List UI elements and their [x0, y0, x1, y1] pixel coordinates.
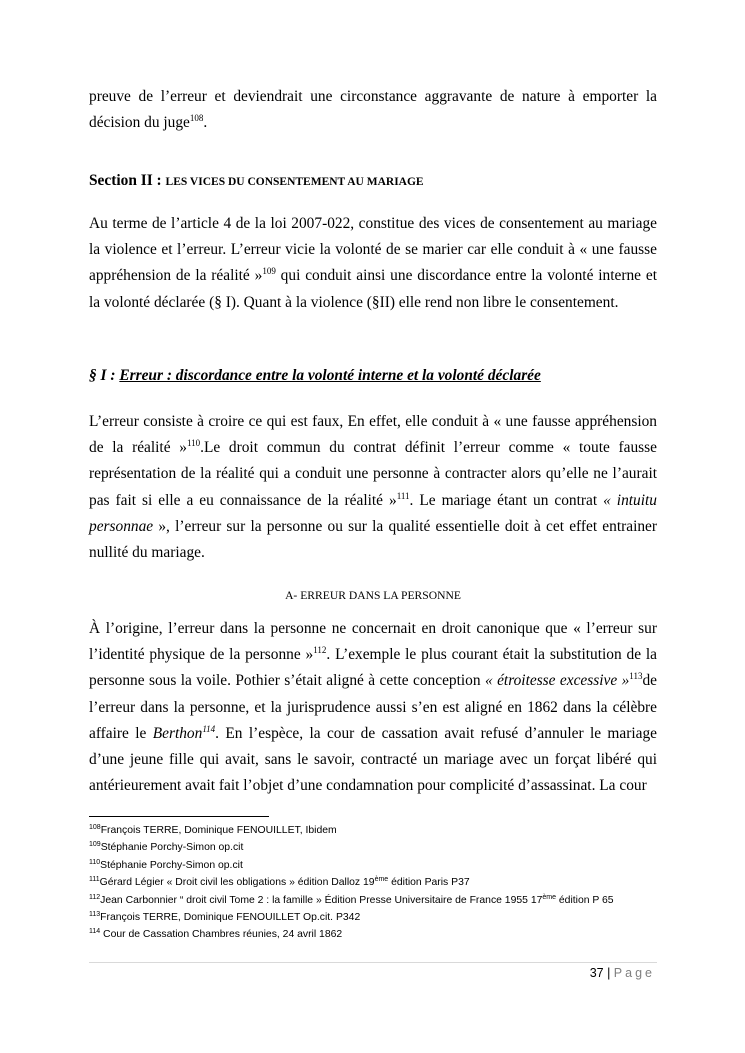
erreur-text-1: L’erreur consiste à croire ce qui est faux, En effet, elle conduit à « une fausse appréhension de la réalité » — [89, 413, 657, 457]
origin-text-4: . En l’espèce, la cour de cassation avait refusé d’annuler le mariage d’une jeune fille qui avait, sans le savoir, contracté un mariage avec un forçat libéré qui antérieurement avait fait l’objet d’une condamnation pour complicité d’assassinat. La cour — [89, 724, 657, 795]
footnote-text: édition P 65 — [556, 894, 614, 906]
section-paragraph-text-1: Au terme de l’article 4 de la loi 2007-022, constitue des vices de consentement au mariage la violence et l’erreur. L’erreur vicie la volonté de se marier car elle conduit à « une fausse appréhension de la réalité » — [89, 215, 657, 285]
footnote-113 — [89, 909, 659, 926]
origin-italic-1: « étroitesse excessive » — [484, 672, 630, 690]
section-heading-title: LES VICES DU CONSENTEMENT AU MARIAGE — [165, 176, 424, 188]
footnote-112 — [89, 892, 659, 909]
paragraph-heading-prefix: § I : — [89, 367, 120, 384]
footnote-number: 113 — [89, 911, 101, 919]
footnote-text: Jean Carbonnier “ droit civil Tome 2 : la famille » Édition Presse Universitaire de France 1955 17 — [100, 894, 543, 906]
footnotes — [89, 822, 659, 944]
page-label: Page — [613, 966, 655, 980]
footnote-number: 112 — [89, 893, 101, 901]
erreur-text-4: », l’erreur sur la personne ou sur la qualité essentielle doit à cet effet entrainer nullité du mariage. — [89, 517, 657, 562]
footnote-114 — [89, 926, 659, 943]
footnote-ordinal: ème — [542, 893, 556, 901]
section-heading-prefix: Section II : — [89, 172, 166, 189]
origin-text-3: de l’erreur dans la personne, et la jurisprudence aussi s’en est aligné en 1862 dans la célèbre affaire le — [89, 672, 657, 742]
origin-text-2: . L’exemple le plus courant était la substitution de la personne sous la voile. Pothier s’était aligné à cette conception — [89, 646, 657, 690]
erreur-italic: « intuitu personnae — [89, 491, 657, 535]
erreur-text-2: .Le droit commun du contrat définit l’erreur comme « toute fausse représentation de la réalité qui a conduit une personne à contracter alors qu’elle ne l’aurait pas fait si elle a eu connaissance de la réalité » — [89, 439, 657, 509]
footnote-text: Gérard Légier « Droit civil les obligations » édition Dalloz 19 — [99, 877, 375, 889]
origin-text-1: À l’origine, l’erreur dans la personne ne concernait en droit canonique que « l’erreur sur l’identité physique de la personne » — [89, 620, 657, 664]
intro-paragraph — [89, 84, 657, 136]
footnote-ref-112[interactable]: 112 — [313, 645, 327, 656]
footer-separator-bar: | — [603, 966, 614, 980]
page-number: 37 — [589, 966, 604, 980]
footnote-number: 108 — [89, 824, 101, 831]
footnote-111 — [89, 874, 659, 891]
footnote-separator — [89, 816, 269, 817]
section-paragraph-text-2: qui conduit ainsi une discordance entre la volonté interne et la volonté déclarée (§ I). Quant à la violence (§II) elle rend non libre le consentement. — [89, 267, 657, 311]
footnote-ref-110[interactable]: 110 — [186, 438, 201, 449]
footnote-text: François TERRE, Dominique FENOUILLET, Ibidem — [100, 825, 337, 836]
subsection-heading: A- ERREUR DANS LA PERSONNE — [285, 589, 461, 602]
footnote-ref-113[interactable]: 113 — [629, 671, 643, 682]
footnote-number: 110 — [89, 858, 101, 866]
intro-text: preuve de l’erreur et deviendrait une circonstance aggravante de nature à emporter la décision du juge — [89, 88, 657, 132]
footnote-ordinal: ème — [374, 876, 389, 884]
section-paragraph — [89, 211, 657, 316]
footer-separator — [89, 962, 657, 963]
origin-paragraph — [89, 616, 657, 799]
footnote-ref-114[interactable]: 114 — [202, 723, 216, 734]
footnote-109 — [89, 839, 659, 856]
erreur-text-3: . Le mariage étant un contrat — [409, 491, 604, 509]
page-footer — [590, 966, 655, 980]
intro-end: . — [203, 114, 208, 132]
section-heading — [89, 172, 424, 190]
footnote-text: François TERRE, Dominique FENOUILLET Op.cit. P342 — [100, 912, 361, 924]
footnote-text: Cour de Cassation Chambres réunies, 24 avril 1862 — [100, 929, 343, 941]
paragraph-heading — [89, 367, 541, 385]
footnote-text: édition Paris P37 — [388, 877, 470, 889]
erreur-paragraph — [89, 409, 657, 566]
footnote-text: Stéphanie Porchy-Simon op.cit — [100, 842, 244, 854]
footnote-108 — [89, 822, 659, 839]
footnote-110 — [89, 857, 659, 874]
footnote-number: 114 — [89, 928, 101, 936]
footnote-ref-108[interactable]: 108 — [189, 113, 204, 124]
origin-italic-2: Berthon — [152, 724, 203, 742]
footnote-ref-111[interactable]: 111 — [396, 490, 410, 501]
footnote-text: Stéphanie Porchy-Simon op.cit — [100, 859, 243, 871]
paragraph-heading-title: Erreur : discordance entre la volonté interne et la volonté déclarée — [119, 367, 541, 384]
footnote-ref-109[interactable]: 109 — [262, 266, 276, 277]
footnote-number: 109 — [89, 841, 101, 849]
footnote-number: 111 — [89, 876, 100, 884]
